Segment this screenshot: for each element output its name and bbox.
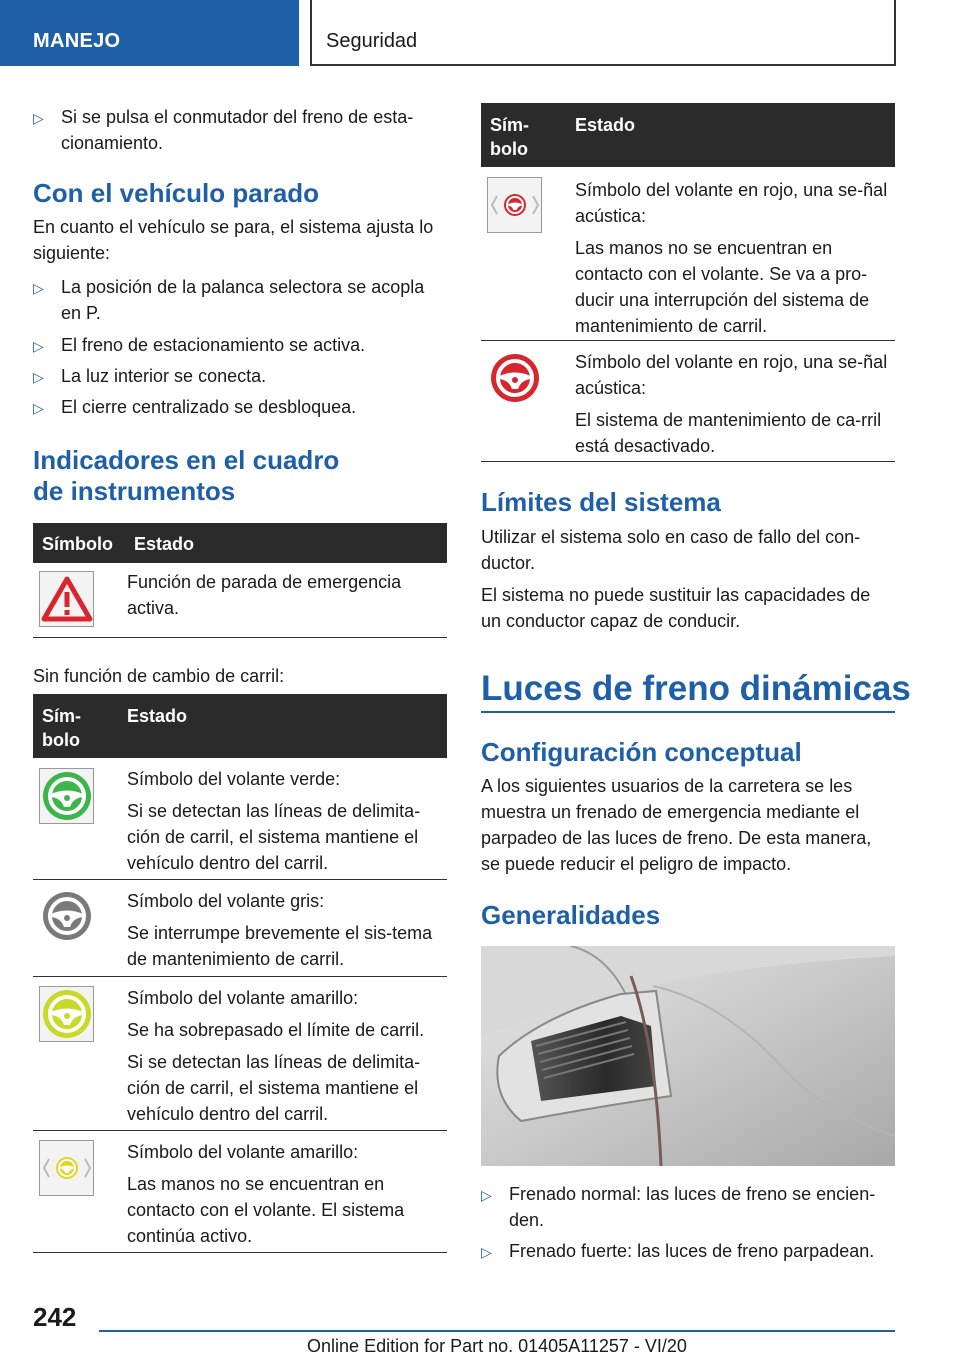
list-item: ▷ Frenado fuerte: las luces de freno parpadean. xyxy=(481,1238,895,1265)
page-number: 242 xyxy=(33,1302,77,1332)
triangle-bullet-icon: ▷ xyxy=(33,110,44,126)
heading-rule xyxy=(481,711,895,713)
paragraph: El sistema no puede sustituir las capacidades de un conductor capaz de conducir. xyxy=(481,585,871,631)
heading-limites: Límites del sistema xyxy=(481,487,721,517)
table-row: Símbolo del volante en rojo, una se-ñal acústica: El sistema de mantenimiento de ca-rril está desactivado. xyxy=(481,341,895,462)
footer-rule xyxy=(99,1330,895,1332)
section-tab xyxy=(0,0,299,66)
list-item: ▷ El cierre centralizado se desbloquea. xyxy=(33,394,447,421)
chapter-tab xyxy=(310,0,896,66)
paragraph: En cuanto el vehículo se para, el sistema ajusta lo siguiente: xyxy=(33,217,434,263)
steering-wheel-red-hands-icon xyxy=(487,177,542,233)
list-item: ▷ El freno de estacionamiento se activa. xyxy=(33,332,447,359)
table-header: Sím-bolo Estado xyxy=(33,694,447,758)
steering-wheel-gray-icon xyxy=(39,888,94,944)
triangle-bullet-icon: ▷ xyxy=(33,338,44,354)
list-item: ▷ Frenado normal: las luces de freno se encien-den. xyxy=(481,1181,895,1233)
paragraph: A los siguientes usuarios de la carretera se les muestra un frenado de emergencia mediante el parpadeo de las luces de freno. De esta manera, se puede reducir el peligro de impacto. xyxy=(481,776,872,874)
heading-indicadores: Indicadores en el cuadro de instrumentos xyxy=(33,445,340,506)
triangle-bullet-icon: ▷ xyxy=(481,1187,492,1203)
steering-wheel-green-icon xyxy=(39,768,94,824)
warning-triangle-icon xyxy=(39,571,94,627)
triangle-bullet-icon: ▷ xyxy=(33,369,44,385)
table-row: Función de parada de emergencia activa. xyxy=(33,563,447,638)
heading-luces-freno: Luces de freno dinámicas xyxy=(481,669,911,708)
steering-wheel-yellow-icon xyxy=(39,986,94,1042)
triangle-bullet-icon: ▷ xyxy=(33,400,44,416)
heading-generalidades: Generalidades xyxy=(481,900,661,930)
heading-vehiculo-parado: Con el vehículo parado xyxy=(33,178,320,208)
table-row: Símbolo del volante gris: Se interrumpe brevemente el sis-tema de mantenimiento de carril. xyxy=(33,880,447,977)
steering-wheel-red-icon xyxy=(487,350,542,406)
steering-wheel-yellow-hands-icon xyxy=(39,1140,94,1196)
paragraph: Utilizar el sistema solo en caso de fallo del con-ductor. xyxy=(481,527,861,573)
table-header: Sím-bolo Estado xyxy=(481,103,895,167)
footer-edition: Online Edition for Part no. 01405A11257 - VI/20 xyxy=(307,1336,687,1356)
section-title: MANEJO xyxy=(33,30,121,52)
heading-configuracion: Configuración conceptual xyxy=(481,737,802,767)
list-item: ▷ La posición de la palanca selectora se acopla en P. xyxy=(33,274,447,326)
table-row: Símbolo del volante en rojo, una se-ñal acústica: Las manos no se encuentran en contacto con el volante. Se va a pro-ducir una interrupción del sistema de mantenimiento de carril. xyxy=(481,167,895,341)
triangle-bullet-icon: ▷ xyxy=(33,280,44,296)
list-item: ▷ La luz interior se conecta. xyxy=(33,363,447,390)
triangle-bullet-icon: ▷ xyxy=(481,1244,492,1260)
tail-light-photo xyxy=(481,946,895,1166)
list-item: ▷ Si se pulsa el conmutador del freno de esta-cionamiento. xyxy=(33,104,447,156)
table-row: Símbolo del volante amarillo: Se ha sobrepasado el límite de carril. Si se detectan las líneas de delimita-ción de carril, el sistema mantiene el vehículo dentro del carril. xyxy=(33,977,447,1131)
paragraph: Sin función de cambio de carril: xyxy=(33,666,285,686)
table-header: Símbolo Estado xyxy=(33,523,447,563)
table-row: Símbolo del volante amarillo: Las manos no se encuentran en contacto con el volante. El sistema continúa activo. xyxy=(33,1131,447,1253)
chapter-title: Seguridad xyxy=(326,30,418,52)
table-row: Símbolo del volante verde: Si se detectan las líneas de delimita-ción de carril, el sistema mantiene el vehículo dentro del carril. xyxy=(33,758,447,880)
